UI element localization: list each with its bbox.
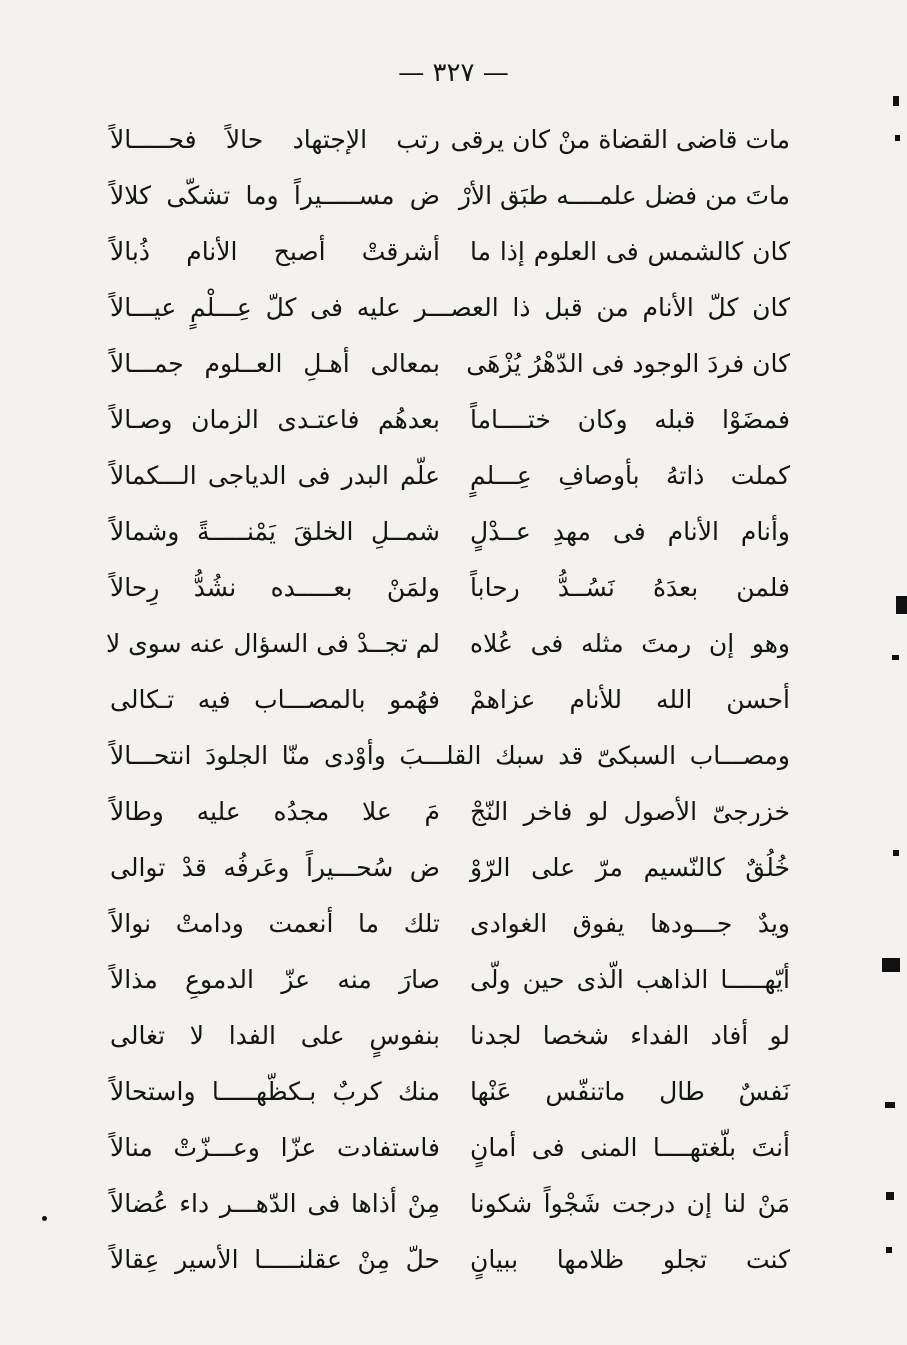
verse-line [110,896,790,952]
verse-line [110,952,790,1008]
scan-mark [895,135,900,141]
verse-first-hemistich: أيّهـــــا الذاهب الّذى حين ولّى [470,965,790,994]
verse-second-hemistich: شمــلِ الخلقَ يَمْنـــــةً وشمالاً [110,517,440,546]
verse-line [110,1232,790,1288]
verse-first-hemistich: لو أفاد الفداء شخصا لجدنا [470,1021,790,1050]
verse-second-hemistich: بمعالى أهـلِ العــلوم جمـــالاً [110,349,440,378]
verse-line [110,1008,790,1064]
verse-second-hemistich: لم تجــدْ فى السؤال عنه سوى لا [105,629,440,658]
verse-second-hemistich: ولمَنْ بعـــــده نشُدُّ رِحالاً [110,573,440,602]
verse-second-hemistich: تلك ما أنعمت ودامتْ نوالاً [110,909,440,938]
verse-line [110,1120,790,1176]
verse-line [110,560,790,616]
verse-second-hemistich: فاستفادت عزّا وعـــزّتْ منالاً [110,1133,440,1162]
verse-first-hemistich: نَفسٌ طال ماتنفّس عَنْها [470,1077,790,1106]
verse-second-hemistich: منك كربٌ بـكظّهـــــا واستحالاً [110,1077,440,1106]
verse-first-hemistich: فلمن بعدَهُ نَسُــدُّ رحاباً [470,573,790,602]
verse-second-hemistich: أشرقتْ أصبح الأنام ذُبالاً [110,237,440,266]
verse-line [110,112,790,168]
verse-line [110,784,790,840]
verse-line [110,672,790,728]
verse-full-line: كان كلّ الأنام من قبل ذا العصـــر عليه فى كلّ عِـــلْمٍ عيـــالاً [110,293,790,322]
verse-line [110,448,790,504]
scan-mark [885,1102,895,1108]
verse-first-hemistich: وأنام الأنام فى مهدِ عــدْلٍ [470,517,790,546]
verse-line [110,728,790,784]
verse-first-hemistich: وهو إن رمتَ مثله فى عُلاه [470,629,790,658]
verse-second-hemistich: صارَ منه عزّ الدموعِ مذالاً [110,965,440,994]
verse-first-hemistich: ماتَ من فضل علمــــه طبَق الأرْ [458,181,790,210]
verse-first-hemistich: كان كالشمس فى العلوم إذا ما [470,237,790,266]
scan-mark [896,596,907,614]
scan-mark [882,958,900,972]
verse-first-hemistich: ويدٌ جـــودها يفوق الغوادى [470,909,790,938]
verse-second-hemistich: بعدهُم فاعتـدى الزمان وصـالاً [110,405,440,434]
verse-second-hemistich: مِنْ أذاها فى الدّهـــر داء عُضالاً [110,1189,440,1218]
verse-second-hemistich: ض سُحـــيراً وعَرفُه قدْ توالى [110,853,440,882]
verse-line [110,1176,790,1232]
verse-line [110,280,790,336]
scan-mark [893,96,899,106]
poem-body [105,112,790,1288]
verse-first-hemistich: كنت تجلو ظلامها ببيانٍ [470,1245,790,1274]
verse-first-hemistich: فمضَوْا قبله وكان ختــــاماً [470,405,790,434]
verse-second-hemistich: بنفوسٍ على الفدا لا تغالى [110,1021,440,1050]
scan-mark [886,1247,892,1253]
verse-first-hemistich: مات قاضى القضاة منْ كان يرقى [450,125,790,154]
verse-line [110,1064,790,1120]
scan-mark [892,655,899,660]
scan-mark [886,1192,894,1200]
verse-first-hemistich: أحسن الله للأنام عزاهمْ [470,685,790,714]
verse-first-hemistich: كان فردَ الوجود فى الدّهْرُ يُزْهَى [466,349,790,378]
verse-first-hemistich: خزرجىّ الأصول لو فاخر النّجْ [470,797,790,826]
verse-second-hemistich: علّم البدر فى الدياجى الـــكمالاً [110,461,440,490]
verse-second-hemistich: ض مســـــيراً وما تشكّى كلالاً [110,181,440,210]
verse-second-hemistich: مَ علا مجدُه عليه وطالاً [110,797,440,826]
verse-first-hemistich: خُلُقٌ كالنّسيم مرّ على الرّوْ [470,853,790,882]
verse-second-hemistich: فهُمو بالمصـــاب فيه تـكالى [110,685,440,714]
verse-line [110,224,790,280]
verse-line [105,616,790,672]
verse-line [110,168,790,224]
verse-second-hemistich: رتب الإجتهاد حالاً فحـــــالاً [110,125,440,154]
page-number: — ٣٢٧ — [398,58,509,88]
scan-mark [893,850,899,856]
scan-mark [42,1216,47,1221]
verse-first-hemistich: مَنْ لنا إن درجت شَجْواً شكونا [470,1189,790,1218]
verse-first-hemistich: كملت ذاتهُ بأوصافِ عِـــلمٍ [470,461,790,490]
verse-full-line: ومصـــاب السبكىّ قد سبك القلـــبَ وأوْدى منّا الجلودَ انتحـــالاً [110,741,790,770]
verse-line [110,336,790,392]
verse-line [110,504,790,560]
verse-first-hemistich: أنتَ بلّغتهــــا المنى فى أمانٍ [470,1133,790,1162]
verse-second-hemistich: حلّ مِنْ عقلنـــــا الأسير عِقالاً [110,1245,440,1274]
verse-line [110,840,790,896]
verse-line [110,392,790,448]
